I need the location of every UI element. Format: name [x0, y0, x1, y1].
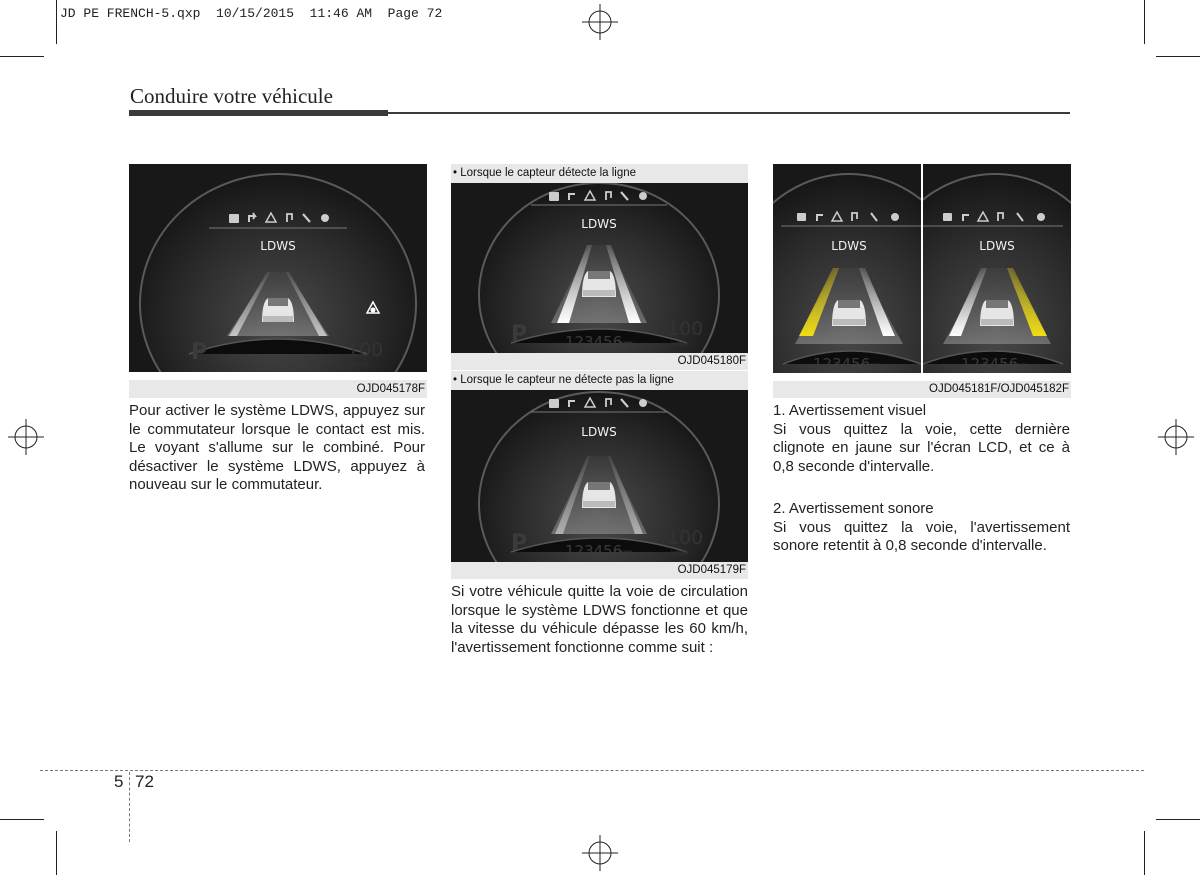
odometer-unit: km — [866, 361, 882, 372]
paragraph-activation — [129, 402, 425, 495]
gear-indicator: P — [191, 340, 208, 365]
paragraph-warning-conditions — [451, 583, 748, 657]
gear-indicator: P — [511, 322, 528, 347]
dashboard-figure-line-detected — [451, 183, 748, 353]
paragraph-text: Pour activer le système LDWS, appuyez sur le commutateur lorsque le contact est mis. Le voyant s'allume sur le combiné. Pour désactiver le système LDWS, appuyez à nouveau sur le commutateur. — [129, 402, 425, 494]
dashboard-figure-line-not-detected — [451, 390, 748, 562]
figure-caption-text: • Lorsque le capteur ne détecte pas la ligne — [453, 374, 674, 386]
car-icon — [980, 300, 1014, 326]
odometer-unit: km — [1014, 361, 1030, 372]
dashboard-illustration — [923, 164, 1071, 373]
section-number: 5 — [114, 772, 124, 791]
ldws-label: LDWS — [581, 425, 617, 439]
registration-mark-icon — [582, 4, 618, 40]
car-icon — [582, 271, 616, 297]
paragraph-audible-warning — [773, 500, 1070, 556]
odometer-unit: km — [618, 339, 634, 350]
figure-code-text: OJD045178F — [356, 383, 425, 395]
gear-indicator: P — [511, 531, 528, 556]
odometer-value: 123456 — [251, 355, 309, 372]
crop-mark — [56, 0, 57, 44]
car-icon — [832, 300, 866, 326]
dashboard-figure-right-lane-warning — [923, 164, 1071, 373]
section-title: Conduire votre véhicule — [130, 84, 333, 108]
page-number: 72 — [135, 772, 154, 791]
crop-mark — [1144, 831, 1145, 875]
dashboard-illustration — [773, 164, 921, 373]
footer-divider — [129, 772, 130, 842]
paragraph-text: Si votre véhicule quitte la voie de circulation lorsque le système LDWS fonctionne et que la vitesse du véhicule dépasse les 60 km/h, l'avertissement fonctionne comme suit : — [451, 583, 748, 656]
dashboard-illustration — [129, 164, 427, 372]
subheading-audible-warning: 2. Avertissement sonore — [773, 500, 934, 517]
crop-mark — [0, 56, 44, 57]
figure-code — [451, 562, 748, 579]
print-slug: JD PE FRENCH-5.qxp 10/15/2015 11:46 AM Page 72 — [60, 6, 443, 21]
odometer-unit: km — [618, 548, 634, 559]
speed-value: 100 — [347, 339, 384, 361]
crop-mark — [56, 831, 57, 875]
figure-code-text: OJD045180F — [677, 355, 746, 367]
crop-mark — [0, 819, 44, 820]
figure-caption — [451, 371, 748, 390]
registration-mark-icon — [8, 419, 44, 455]
figure-code — [773, 381, 1071, 398]
figure-code-text: OJD045179F — [677, 564, 746, 576]
speed-value: 100 — [667, 527, 704, 549]
odometer-value: 123456 — [813, 355, 871, 373]
odometer-value: 123456 — [565, 333, 623, 351]
header-bar — [129, 110, 388, 116]
registration-mark-icon — [1158, 419, 1194, 455]
odometer-value: 123456 — [565, 542, 623, 560]
paragraph-text: Si vous quittez la voie, cette dernière clignote en jaune sur l'écran LCD, et ce à 0,8 seconde d'intervalle. — [773, 420, 1070, 475]
figure-code — [129, 380, 427, 398]
ldws-label: LDWS — [831, 239, 867, 253]
ldws-label: LDWS — [260, 239, 296, 253]
dashboard-illustration — [451, 183, 748, 353]
crop-mark — [1144, 0, 1145, 44]
speed-value: 100 — [667, 318, 704, 340]
dashboard-figure-left-lane-warning — [773, 164, 921, 373]
speed-unit: km/h — [671, 549, 689, 557]
ldws-label: LDWS — [581, 217, 617, 231]
speed-unit: km/h — [671, 340, 689, 348]
subheading-visual-warning: 1. Avertissement visuel — [773, 402, 927, 419]
figure-caption-text: • Lorsque le capteur détecte la ligne — [453, 167, 637, 179]
figure-code — [451, 353, 748, 370]
car-icon — [262, 298, 294, 322]
ldws-label: LDWS — [979, 239, 1015, 253]
paragraph-text: Si vous quittez la voie, l'avertissement sonore retentit à 0,8 seconde d'intervalle. — [773, 518, 1070, 555]
dashboard-illustration — [451, 390, 748, 562]
figure-code-text: OJD045181F/OJD045182F — [929, 383, 1069, 395]
registration-mark-icon — [582, 835, 618, 871]
header-rule — [388, 112, 1070, 114]
crop-mark — [1156, 819, 1200, 820]
speed-unit: km/h — [351, 361, 369, 369]
crop-mark — [1156, 56, 1200, 57]
odometer-unit: km — [305, 361, 321, 372]
odometer-value: 123456 — [961, 355, 1019, 373]
car-icon — [582, 482, 616, 508]
dashboard-figure-ldws-on — [129, 164, 427, 372]
figure-caption — [451, 164, 748, 183]
footer-rule — [40, 770, 1144, 771]
paragraph-visual-warning — [773, 402, 1070, 476]
